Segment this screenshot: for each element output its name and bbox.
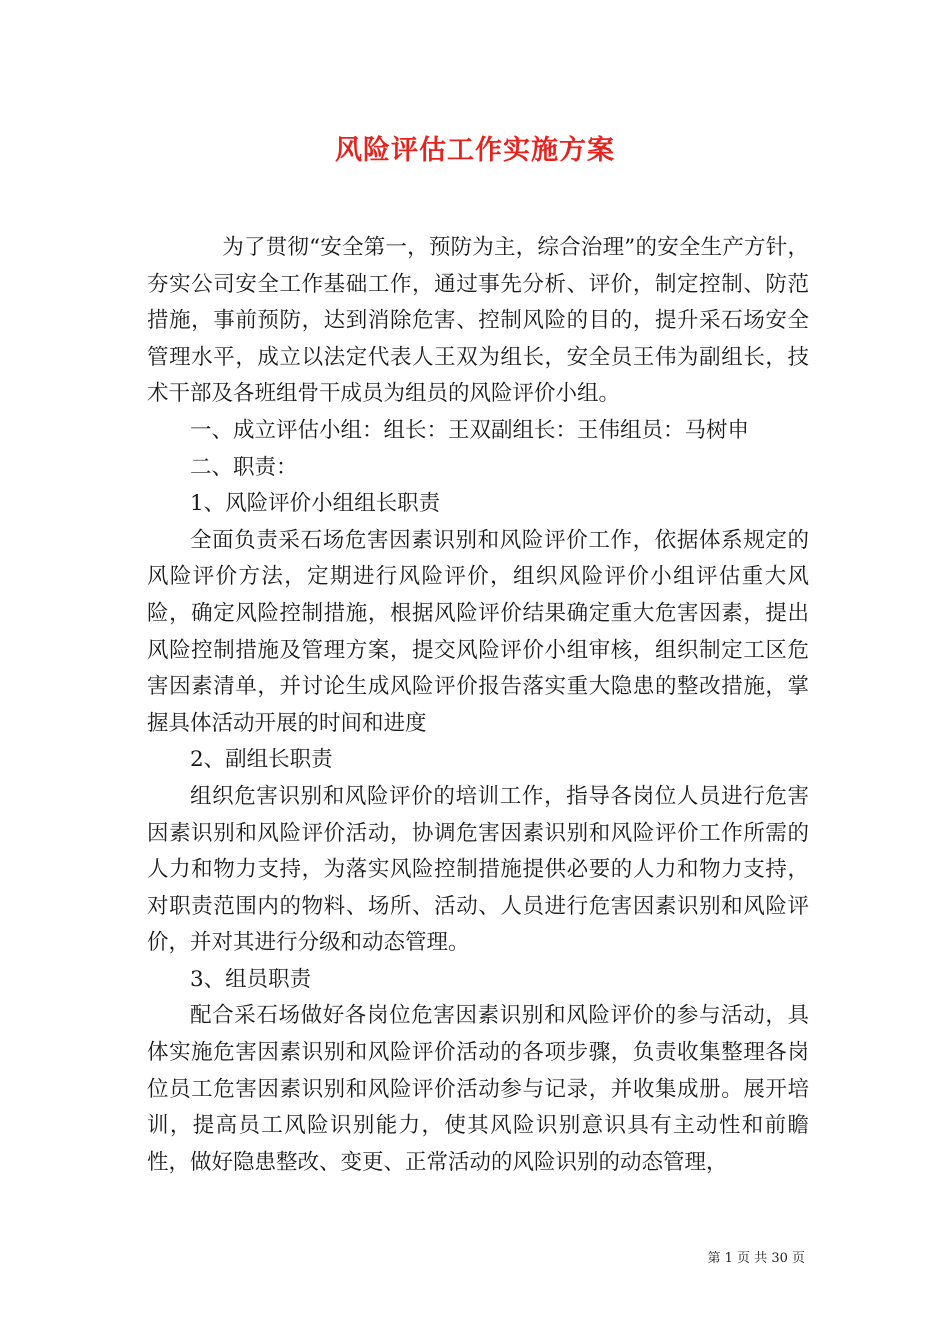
deputy-duties-paragraph: 组织危害识别和风险评价的培训工作，指导各岗位人员进行危害因素识别和风险评价活动，协调危害因素识别和风险评价工作所需的人力和物力支持，为落实风险控制措施提供必要的人力和物力支持，对职责范围内的物料、场所、活动、人员进行危害因素识别和风险评价，并对其进行分级和动态管理。	[147, 783, 809, 956]
section-team-setup: 一、成立评估小组：组长：王双副组长：王伟组员：马树申	[190, 417, 750, 443]
intro-paragraph: 为了贯彻“安全第一，预防为主，综合治理”的安全生产方针，夯实公司安全工作基础工作，通过事先分析、评价，制定控制、防范措施，事前预防，达到消除危害、控制风险的目的，提升采石场安全管理水平，成立以法定代表人王双为组长，安全员王伟为副组长，技术干部及各班组骨干成员为组员的风险评价小组。	[147, 235, 809, 407]
section-duties-heading: 二、职责：	[190, 454, 298, 480]
subheading-leader-duties: 1、风险评价小组组长职责	[190, 491, 441, 517]
document-title: 风险评估工作实施方案	[335, 135, 615, 166]
page-number-footer: 第 1 页 共 30 页	[707, 1251, 805, 1266]
subheading-member-duties: 3、组员职责	[190, 966, 312, 992]
leader-duties-paragraph: 全面负责采石场危害因素识别和风险评价工作，依据体系规定的风险评价方法，定期进行风险评价，组织风险评价小组评估重大风险，确定风险控制措施，根据风险评价结果确定重大危害因素，提出风险控制措施及管理方案，提交风险评价小组审核，组织制定工区危害因素清单，并讨论生成风险评价报告落实重大隐患的整改措施，掌握具体活动开展的时间和进度	[147, 527, 809, 736]
member-duties-paragraph: 配合采石场做好各岗位危害因素识别和风险评价的参与活动，具体实施危害因素识别和风险评价活动的各项步骤，负责收集整理各岗位员工危害因素识别和风险评价活动参与记录，并收集成册。展开培训，提高员工风险识别能力，使其风险识别意识具有主动性和前瞻性，做好隐患整改、变更、正常活动的风险识别的动态管理，	[147, 1003, 809, 1175]
document-body	[147, 230, 809, 1181]
subheading-deputy-duties: 2、副组长职责	[190, 747, 333, 773]
